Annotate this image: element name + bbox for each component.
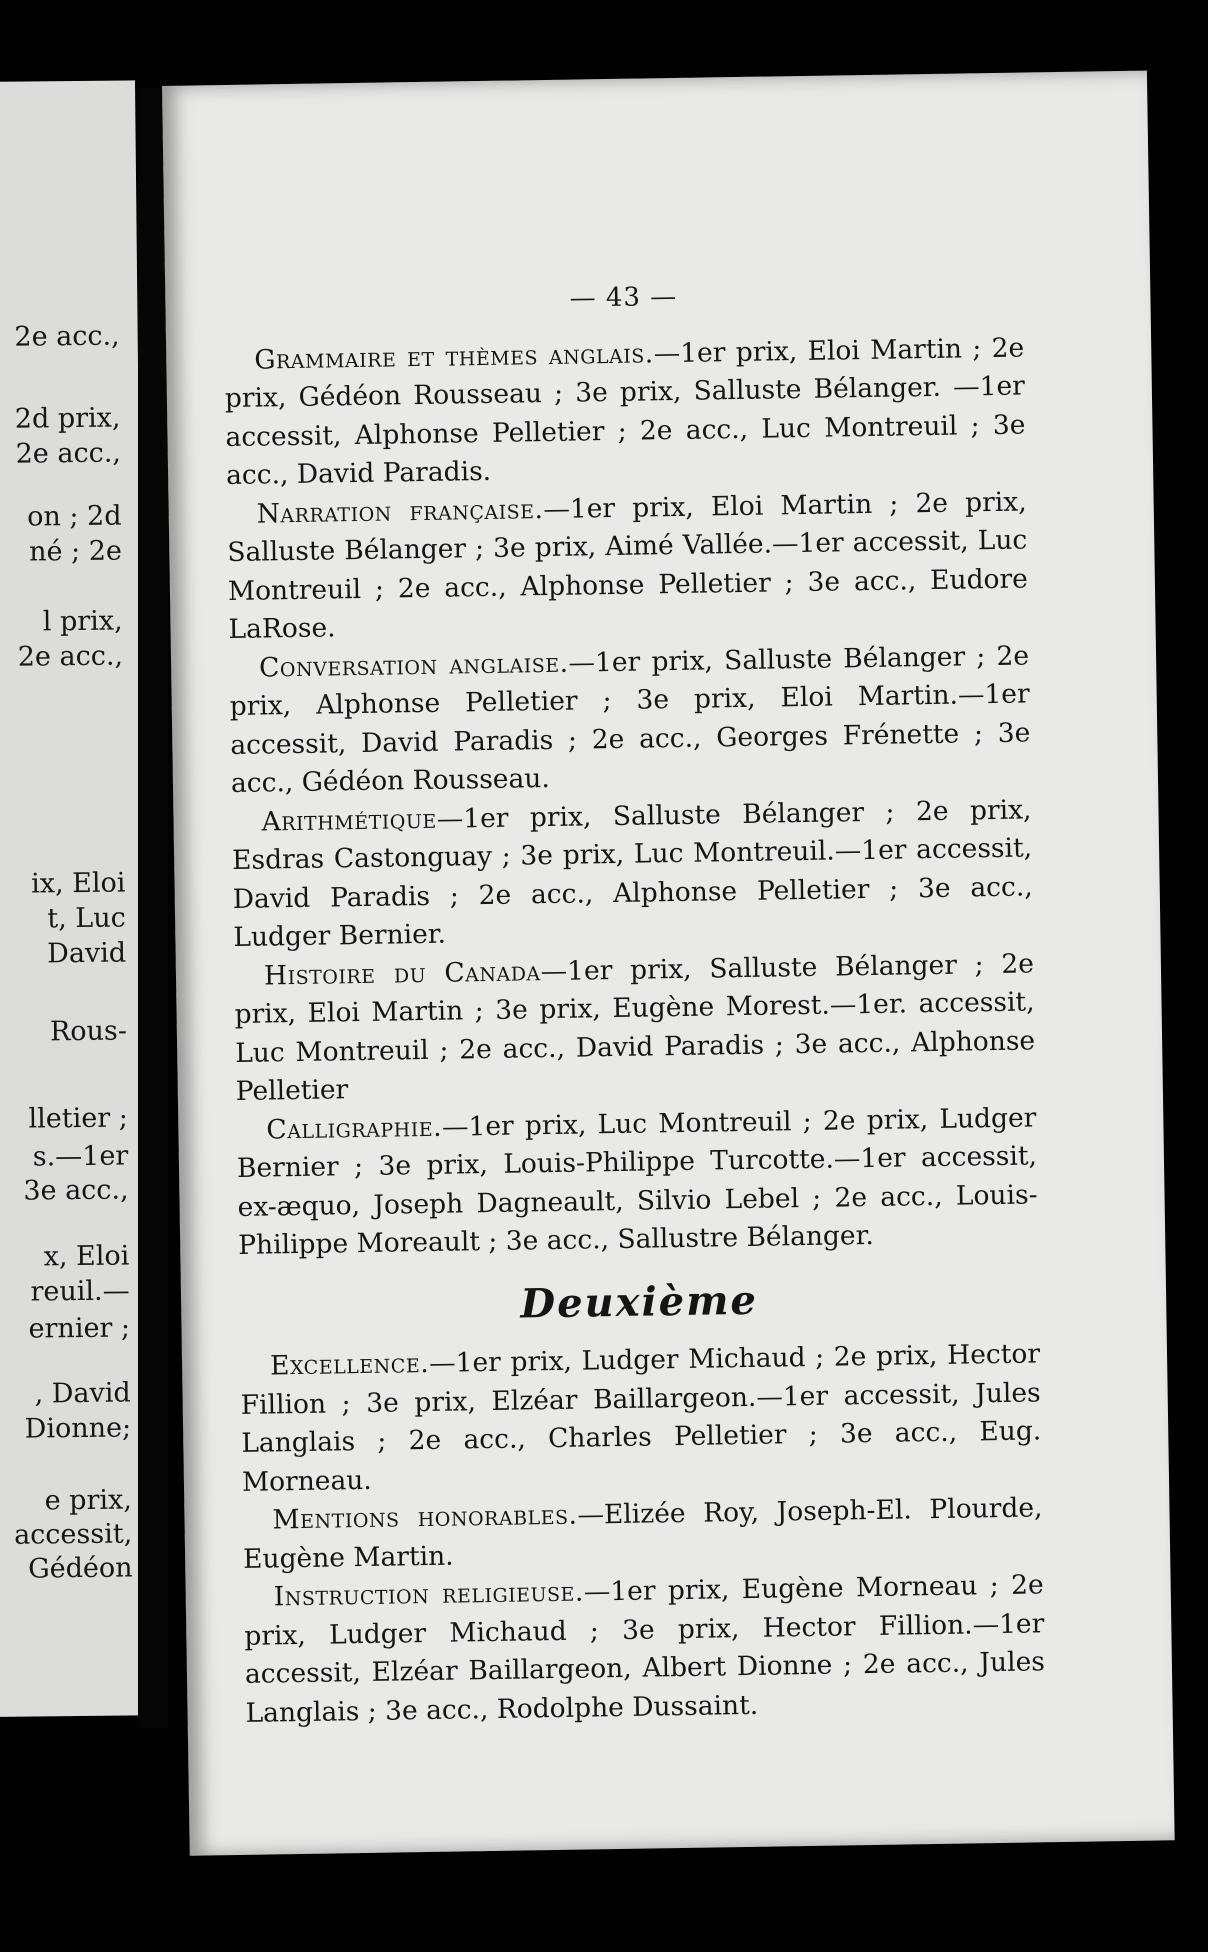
left-line: t, Luc (47, 902, 126, 935)
right-page (162, 71, 1175, 1856)
prize-text: —1er prix, Salluste Bélanger ; 2e prix, Alphonse Pelletier ; 3e prix, Eloi Martin.—1er accessit, David Paradis ; 2e acc., Georges Frénette ; 3e acc., Gédéon Rousseau. (229, 639, 1031, 800)
prize-paragraph (242, 1489, 1043, 1579)
left-page-fragment (0, 80, 152, 1717)
prize-text: —1er prix, Eugène Morneau ; 2e prix, Ludger Michaud ; 3e prix, Hector Fillion.—1er accessit, Elzéar Baillargeon, Albert Dionne ; 2e acc., Jules Langlais ; 3e acc., Rodolphe Dussaint. (244, 1569, 1046, 1729)
prize-text: —1er prix, Luc Montreuil ; 2e prix, Ludger Bernier ; 3e prix, Louis-Philippe Turcotte.—1er accessit, ex-æquo, Joseph Dagneault, Silvio Lebel ; 2e acc., Louis-Philippe Moreault ; 3e acc., Sallustre Bélanger. (236, 1101, 1038, 1261)
prize-text: —1er prix, Eloi Martin ; 2e prix, Salluste Bélanger ; 3e prix, Aimé Vallée.—1er accessit, Luc Montreuil ; 2e acc., Alphonse Pelletier ; 3e acc., Eudore LaRose. (227, 485, 1029, 646)
left-line: accessit, (13, 1518, 133, 1551)
page-number: — 43 — (569, 281, 678, 314)
left-line: né ; 2e (28, 535, 123, 568)
prize-paragraph (226, 483, 1028, 650)
prize-paragraph (231, 791, 1033, 958)
left-line: 2e acc., (15, 437, 122, 470)
page-content (223, 272, 1046, 1732)
prize-paragraph (236, 1099, 1038, 1266)
left-line: reuil.— (30, 1275, 130, 1308)
left-line: e prix, (44, 1484, 133, 1517)
section-title: Deuxième (520, 1276, 759, 1328)
left-line: David (47, 937, 127, 970)
left-line: ix, Eloi (30, 867, 126, 900)
prize-text: —1er prix, Eloi Martin ; 2e prix, Gédéon Rousseau ; 3e prix, Salluste Bélanger. —1er accessit, Alphonse Pelletier ; 2e acc., Luc Montreuil ; 3e acc., David Paradis. (224, 331, 1026, 492)
left-line: lletier ; (28, 1102, 129, 1135)
prize-paragraph (224, 329, 1026, 496)
left-line: Gédéon (27, 1552, 133, 1585)
prize-text: —1er prix, Salluste Bélanger ; 2e prix, Eloi Martin ; 3e prix, Eugène Morest.—1er. accessit, Luc Montreuil ; 2e acc., David Paradis ; 3e acc., Alphonse Pelletier (234, 947, 1036, 1107)
prize-text: —1er prix, Ludger Michaud ; 2e prix, Hector Fillion ; 3e prix, Elzéar Baillargeon.—1er accessit, Jules Langlais ; 2e acc., Charles Pelletier ; 3e acc., Eug. Morneau. (240, 1338, 1042, 1498)
subject-heading: Grammaire et thèmes anglais. (254, 337, 654, 376)
left-line: on ; 2d (27, 500, 122, 533)
left-line: l prix, (42, 605, 123, 638)
subject-heading: Excellence. (269, 1347, 430, 1382)
subject-heading: Narration française. (256, 493, 544, 530)
subject-heading: Mentions honorables. (272, 1499, 578, 1536)
left-line: , David (34, 1377, 131, 1410)
prize-text: —Elizée Roy, Joseph-El. Plourde, Eugène Martin. (242, 1492, 1043, 1575)
left-page-text (0, 81, 133, 1585)
subject-heading: Arithmétique (261, 803, 437, 838)
prize-paragraph (240, 1335, 1042, 1502)
book-gutter (138, 88, 168, 1728)
left-line: 2e acc., (17, 640, 124, 673)
prize-paragraph (234, 945, 1036, 1112)
prize-paragraph (229, 637, 1031, 804)
left-line: 2e acc., (14, 320, 120, 353)
left-line: 3e acc., (23, 1174, 129, 1207)
subject-heading: Histoire du Canada (263, 955, 541, 992)
left-line: ernier ; (28, 1312, 131, 1345)
subject-heading: Calligraphie. (266, 1111, 443, 1145)
prize-text: —1er prix, Salluste Bélanger ; 2e prix, Esdras Castonguay ; 3e prix, Luc Montreuil.—1er accessit, David Paradis ; 2e acc., Alphonse Pelletier ; 3e acc., Ludger Bernier. (231, 793, 1033, 953)
left-line: s.—1er (32, 1140, 129, 1173)
left-line: x, Eloi (43, 1240, 130, 1273)
left-line: Dionne; (24, 1412, 132, 1445)
left-line: Rous- (49, 1015, 128, 1048)
prize-paragraph (243, 1566, 1045, 1733)
subject-heading: Conversation anglaise. (258, 647, 569, 684)
subject-heading: Instruction religieuse. (273, 1576, 585, 1613)
left-line: 2d prix, (14, 402, 121, 435)
